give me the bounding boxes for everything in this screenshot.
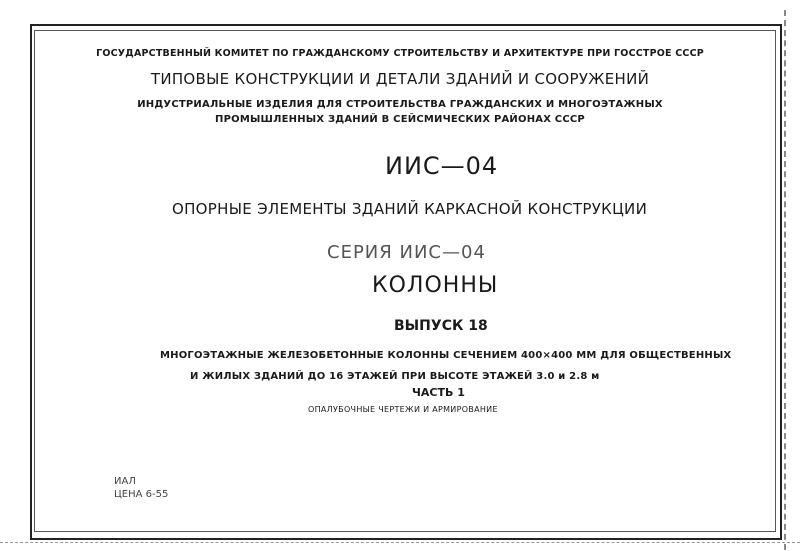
bottom-scan-edge xyxy=(0,542,800,543)
main-title: ТИПОВЫЕ КОНСТРУКЦИИ И ДЕТАЛИ ЗДАНИЙ И СООРУЖЕНИЙ xyxy=(150,70,650,88)
part-number: ЧАСТЬ 1 xyxy=(412,386,465,399)
description-line-2: И ЖИЛЫХ ЗДАНИЙ ДО 16 ЭТАЖЕЙ ПРИ ВЫСОТЕ ЭТАЖЕЙ 3.0 и 2.8 м xyxy=(190,371,600,382)
stamp-line-1: ИАЛ xyxy=(114,476,136,487)
series-label: СЕРИЯ ИИС—04 xyxy=(327,242,486,263)
formwork-subtitle: ОПАЛУБОЧНЫЕ ЧЕРТЕЖИ И АРМИРОВАНИЕ xyxy=(308,405,498,414)
description-line-1: МНОГОЭТАЖНЫЕ ЖЕЛЕЗОБЕТОННЫЕ КОЛОННЫ СЕЧЕНИЕМ 400×400 ММ ДЛЯ ОБЩЕСТВЕННЫХ xyxy=(160,350,732,361)
series-code: ИИС—04 xyxy=(385,152,499,180)
committee-header: ГОСУДАРСТВЕННЫЙ КОМИТЕТ ПО ГРАЖДАНСКОМУ СТРОИТЕЛЬСТВУ И АРХИТЕКТУРЕ ПРИ ГОССТРОЕ СССР xyxy=(96,48,704,59)
columns-title: КОЛОННЫ xyxy=(372,273,499,298)
subtitle-line-2: ПРОМЫШЛЕННЫХ ЗДАНИЙ В СЕЙСМИЧЕСКИХ РАЙОНАХ СССР xyxy=(215,114,585,125)
elements-title: ОПОРНЫЕ ЭЛЕМЕНТЫ ЗДАНИЙ КАРКАСНОЙ КОНСТРУКЦИИ xyxy=(172,200,648,218)
subtitle-line-1: ИНДУСТРИАЛЬНЫЕ ИЗДЕЛИЯ ДЛЯ СТРОИТЕЛЬСТВА ГРАЖДАНСКИХ И МНОГОЭТАЖНЫХ xyxy=(137,99,663,110)
issue-number: ВЫПУСК 18 xyxy=(394,318,488,334)
price-stamp: ЦЕНА 6-55 xyxy=(114,489,169,500)
right-scan-edge xyxy=(784,10,786,550)
